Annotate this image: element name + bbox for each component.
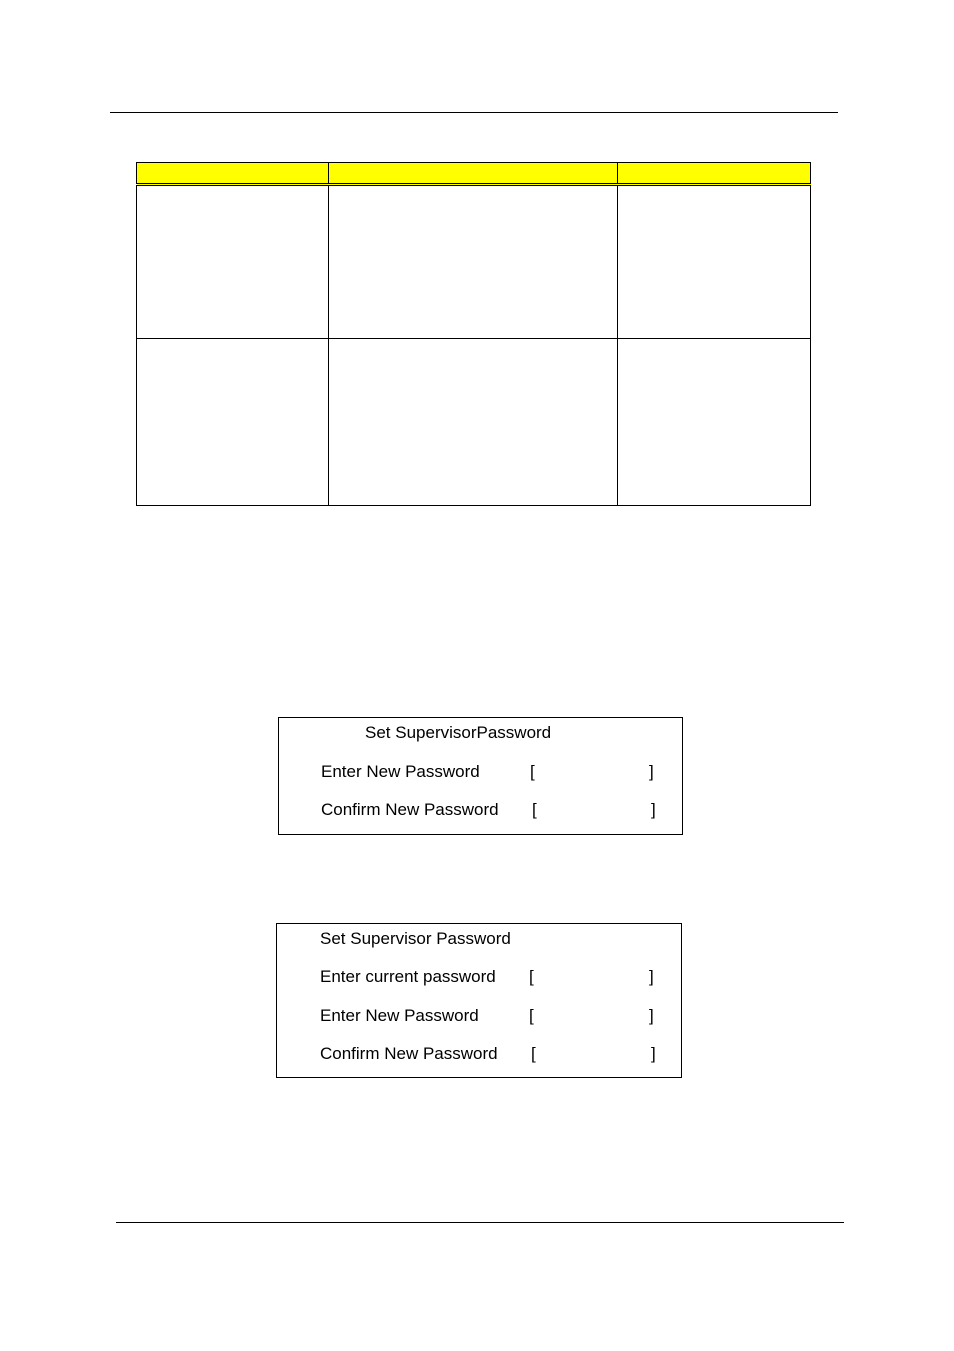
- table-cell: [329, 339, 618, 506]
- enter-new-password-field-close[interactable]: ]: [649, 762, 654, 781]
- table-cell: [137, 185, 329, 339]
- change-supervisor-password-dialog: [276, 923, 682, 1078]
- enter-new-password-field-close[interactable]: ]: [649, 1006, 654, 1025]
- confirm-new-password-label: Confirm New Password: [321, 800, 499, 819]
- table-header-row: [137, 163, 811, 185]
- confirm-new-password-field-close[interactable]: ]: [651, 800, 656, 819]
- table-cell: [329, 185, 618, 339]
- dialog-title: Set SupervisorPassword: [365, 723, 552, 742]
- settings-table: [136, 162, 811, 506]
- table-row: [137, 185, 811, 339]
- enter-new-password-label: Enter New Password: [320, 1006, 479, 1025]
- table-cell: [137, 339, 329, 506]
- enter-new-password-label: Enter New Password: [321, 762, 480, 781]
- confirm-new-password-field-open[interactable]: [: [531, 1044, 536, 1063]
- enter-current-password-field-open[interactable]: [: [529, 967, 534, 986]
- confirm-new-password-field-close[interactable]: ]: [651, 1044, 656, 1063]
- enter-current-password-field-close[interactable]: ]: [649, 967, 654, 986]
- table-cell: [618, 185, 811, 339]
- dialog-title: Set Supervisor Password: [320, 929, 511, 948]
- confirm-new-password-label: Confirm New Password: [320, 1044, 498, 1063]
- enter-new-password-field-open[interactable]: [: [529, 1006, 534, 1025]
- table-header-cell: [329, 163, 618, 185]
- confirm-new-password-field-open[interactable]: [: [532, 800, 537, 819]
- table-row: [137, 339, 811, 506]
- set-supervisor-password-dialog: [278, 717, 683, 835]
- footer-rule: [116, 1222, 844, 1223]
- table-header-cell: [137, 163, 329, 185]
- header-rule: [110, 112, 838, 113]
- table-cell: [618, 339, 811, 506]
- table-header-cell: [618, 163, 811, 185]
- enter-new-password-field-open[interactable]: [: [530, 762, 535, 781]
- enter-current-password-label: Enter current password: [320, 967, 496, 986]
